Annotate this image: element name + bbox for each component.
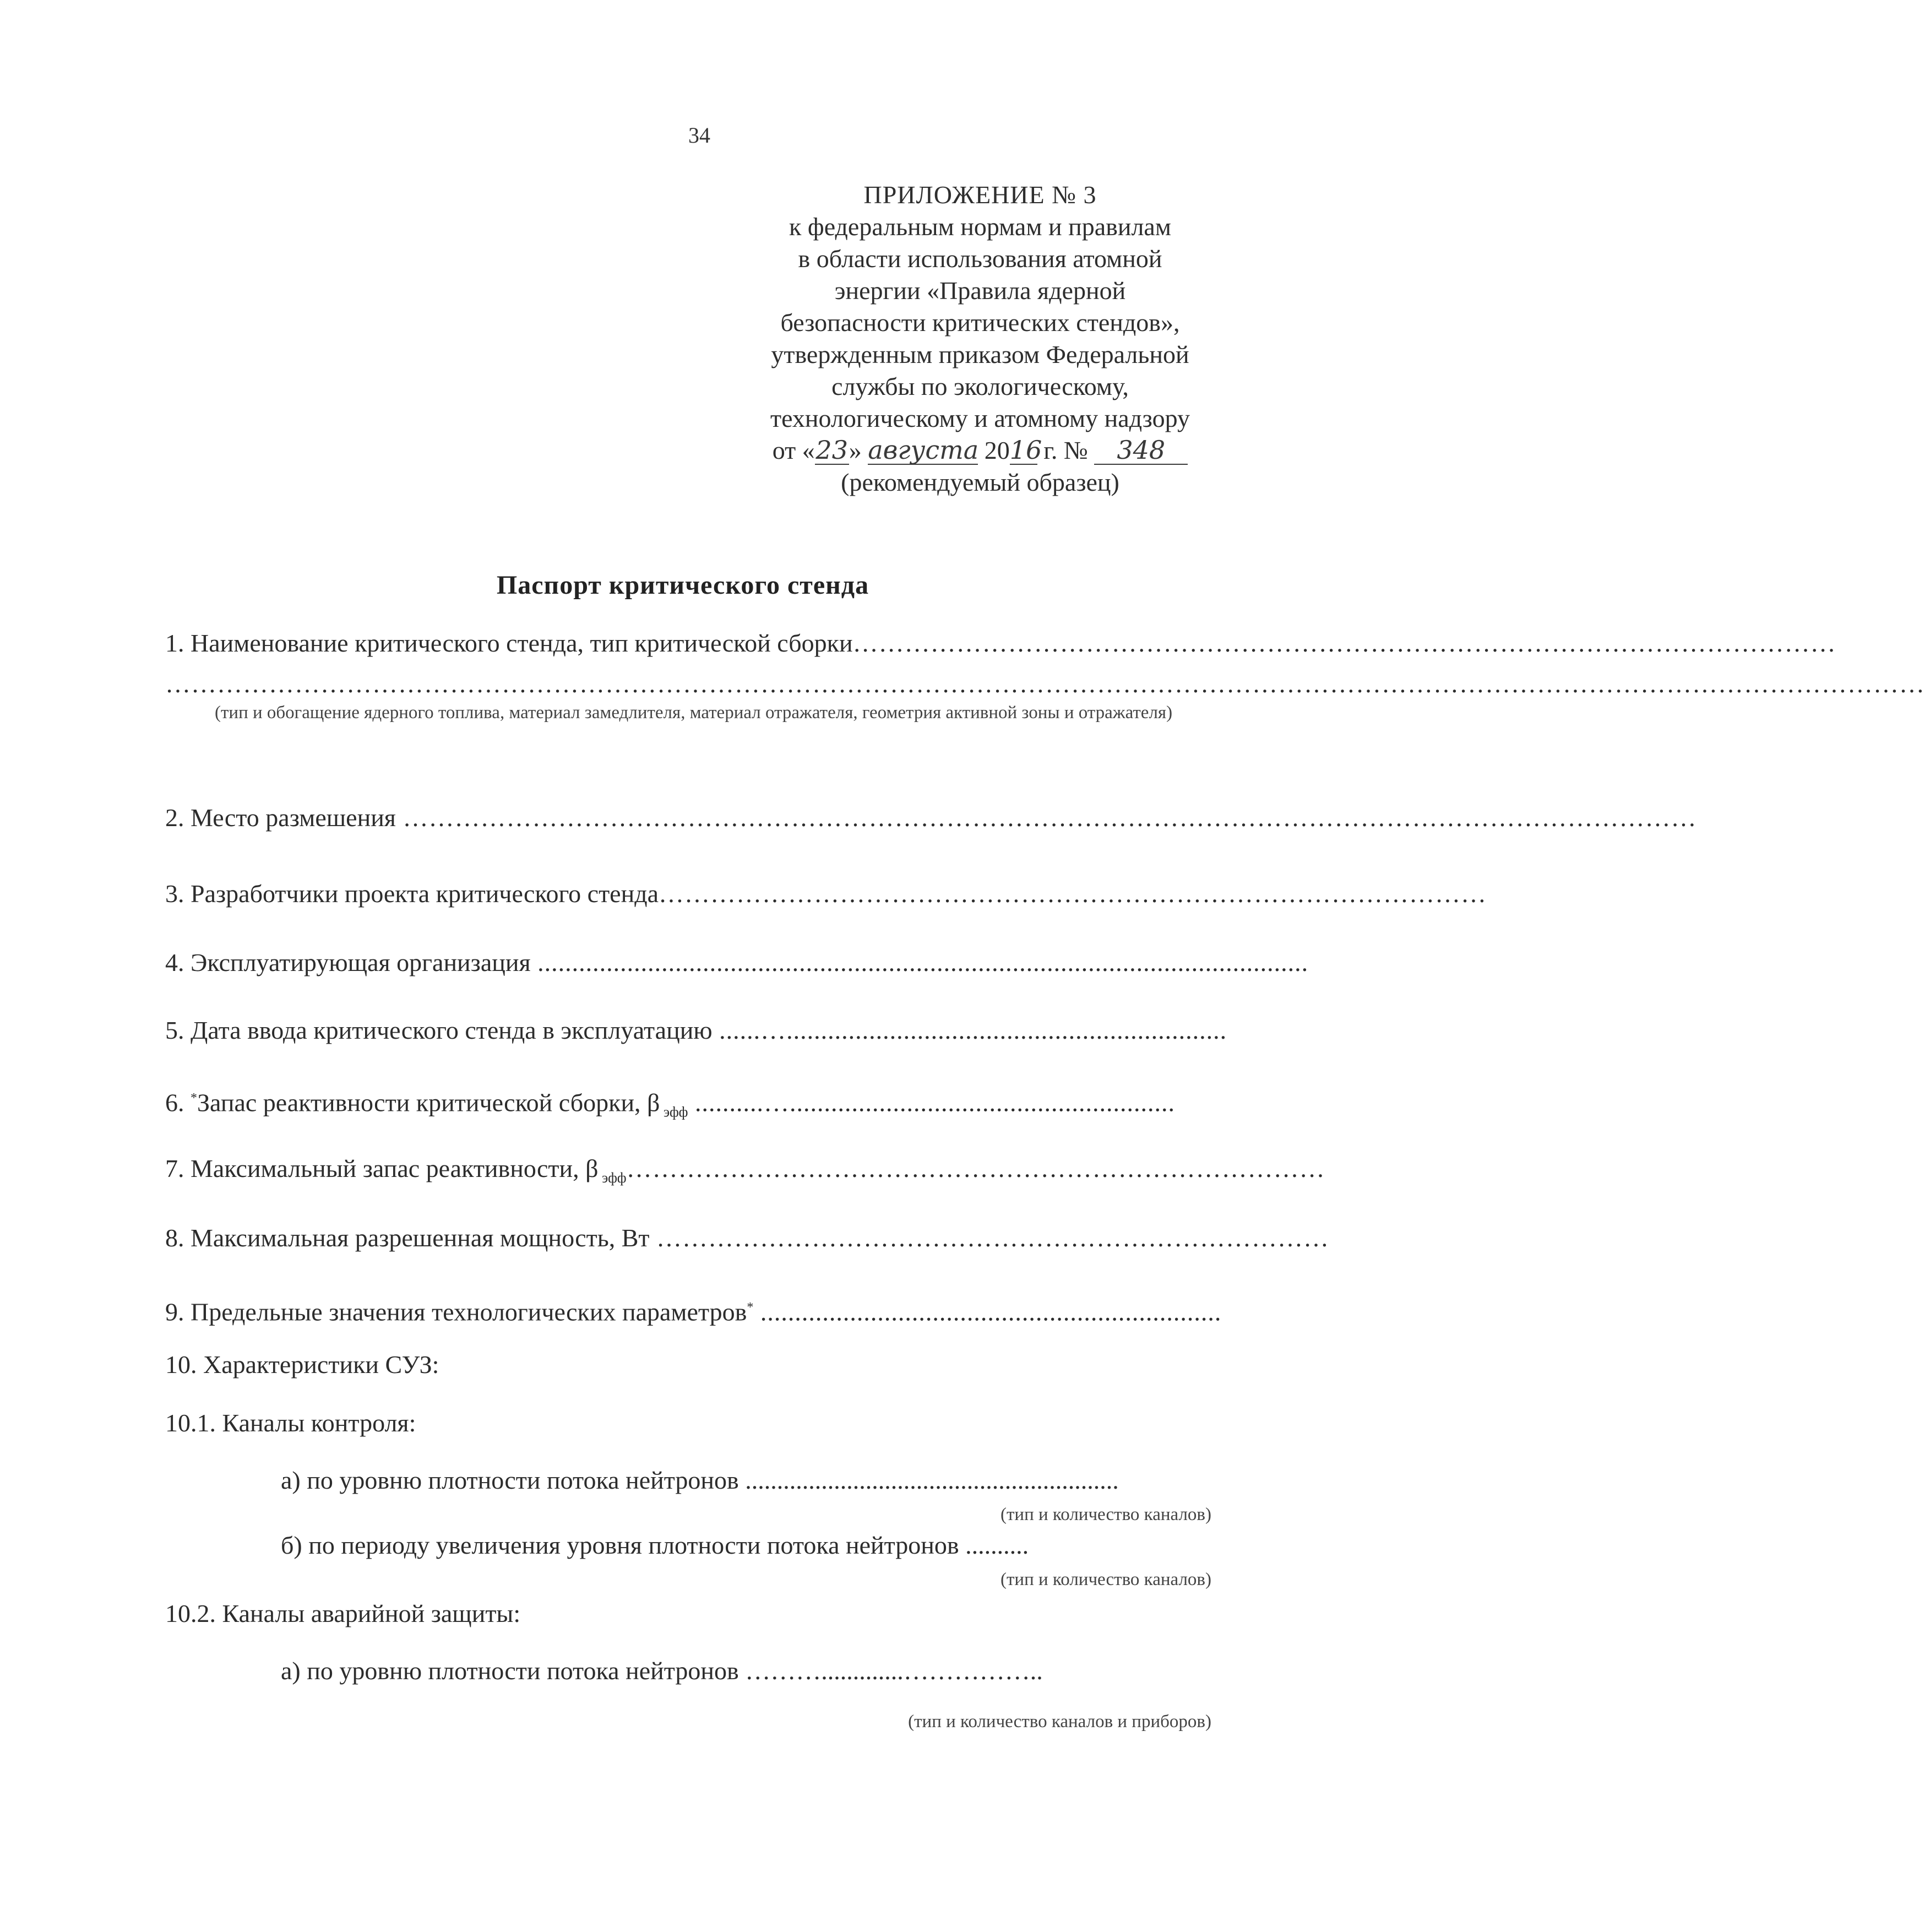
form-item-9 bbox=[165, 1292, 1222, 1327]
date-year-prefix: 20 bbox=[984, 436, 1010, 464]
item-number: 6. bbox=[165, 1088, 191, 1117]
beta-subscript: эфф bbox=[660, 1104, 688, 1120]
form-item-1 bbox=[165, 628, 1836, 659]
item-10-2-a-hint: (тип и количество каналов и приборов) bbox=[908, 1712, 1211, 1732]
form-item-10 bbox=[165, 1349, 1222, 1380]
item-label: 10. Характеристики СУЗ: bbox=[165, 1350, 439, 1379]
item-label: 5. Дата ввода критического стенда в эксплуатацию bbox=[165, 1016, 713, 1044]
date-quote-close: » bbox=[849, 436, 862, 464]
item-label: Запас реактивности критической сборки, β bbox=[197, 1088, 660, 1117]
item-label: 9. Предельные значения технологических параметров bbox=[165, 1298, 747, 1326]
date-year-label: г. № bbox=[1043, 436, 1088, 464]
item-10-1-a-hint: (тип и количество каналов) bbox=[1000, 1505, 1211, 1524]
date-prefix: от « bbox=[772, 436, 815, 464]
item-label: б) по периоду увеличения уровня плотности потока нейтронов bbox=[281, 1531, 959, 1559]
item-10-1-b-hint: (тип и количество каналов) bbox=[1000, 1570, 1211, 1589]
appendix-line: службы по экологическому, bbox=[831, 372, 1129, 400]
appendix-title: ПРИЛОЖЕНИЕ № 3 bbox=[863, 181, 1097, 209]
form-item-4 bbox=[165, 947, 1309, 978]
beta-subscript: эфф bbox=[598, 1170, 627, 1186]
fill-dots: ..........…........................................................ bbox=[688, 1088, 1176, 1117]
item-label: 8. Максимальная разрешенная мощность, Вт bbox=[165, 1224, 650, 1252]
item-1-hint: (тип и обогащение ядерного топлива, материал замедлителя, материал отражателя, геометрия активной зоны и отражателя) bbox=[215, 703, 1173, 723]
order-date-line bbox=[716, 435, 1244, 466]
form-item-5 bbox=[165, 1015, 1227, 1046]
handwritten-order-number: 348 bbox=[1094, 436, 1188, 465]
item-label: а) по уровню плотности потока нейтронов bbox=[281, 1657, 739, 1685]
item-label: 10.2. Каналы аварийной защиты: bbox=[165, 1599, 521, 1627]
fill-dots: .......... bbox=[959, 1531, 1029, 1559]
form-item-10-1 bbox=[165, 1408, 1222, 1439]
fill-dots: ……….............…………….. bbox=[738, 1657, 1043, 1685]
form-item-10-1-b bbox=[281, 1530, 1217, 1561]
item-label: 2. Место размешения bbox=[165, 804, 396, 832]
form-item-2 bbox=[165, 802, 1697, 833]
appendix-line: энергии «Правила ядерной bbox=[834, 276, 1126, 305]
fill-dots: ................................................................... bbox=[753, 1298, 1222, 1326]
handwritten-month: августа bbox=[868, 435, 979, 465]
form-item-10-2-a bbox=[281, 1656, 1217, 1686]
fill-dots: …………………………………………………………………………………………………… bbox=[852, 629, 1836, 657]
footnote-mark: * bbox=[191, 1091, 197, 1105]
fill-dots: …………………………………………………………………………………………………………………………………… bbox=[395, 804, 1697, 832]
handwritten-year: 16 bbox=[1009, 435, 1042, 465]
document-title: Паспорт критического стенда bbox=[496, 571, 869, 600]
appendix-line: утвержденным приказом Федеральной bbox=[771, 340, 1189, 368]
fill-dots: …………………………………………………………………… bbox=[649, 1224, 1330, 1252]
appendix-header bbox=[716, 179, 1244, 498]
form-item-3 bbox=[165, 878, 1487, 909]
form-item-6 bbox=[165, 1083, 1222, 1128]
page-number: 34 bbox=[688, 123, 710, 148]
appendix-line: безопасности критических стендов», bbox=[780, 308, 1180, 337]
item-label: 10.1. Каналы контроля: bbox=[165, 1409, 416, 1437]
item-label: а) по уровню плотности потока нейтронов bbox=[281, 1466, 739, 1494]
fill-dots: ................................................................................................................ bbox=[530, 948, 1309, 976]
fill-dots-line: …………………………………………………………………………………………………………………………………………………………………………………… bbox=[165, 670, 1925, 698]
form-item-7 bbox=[165, 1153, 1325, 1193]
appendix-note: (рекомендуемый образец) bbox=[841, 468, 1119, 496]
form-item-10-2 bbox=[165, 1598, 1222, 1629]
appendix-line: технологическому и атомному надзору bbox=[770, 404, 1190, 432]
appendix-line: в области использования атомной bbox=[798, 245, 1162, 273]
appendix-line: к федеральным нормам и правилам bbox=[789, 213, 1171, 241]
fill-dots: ......…................................................................ bbox=[712, 1016, 1227, 1044]
form-item-8 bbox=[165, 1223, 1330, 1253]
handwritten-day: 23 bbox=[815, 435, 848, 465]
item-label: 3. Разработчики проекта критического стенда bbox=[165, 880, 659, 908]
item-label: 1. Наименование критического стенда, тип критической сборки bbox=[165, 629, 853, 657]
fill-dots: ........................................................... bbox=[738, 1466, 1119, 1494]
item-label: 7. Максимальный запас реактивности, β bbox=[165, 1154, 599, 1182]
fill-dots: …………………………………………………………………………………… bbox=[659, 880, 1487, 908]
fill-dots: ……………………………………………………………………… bbox=[626, 1154, 1325, 1182]
form-item-10-1-a bbox=[281, 1465, 1217, 1496]
item-label: 4. Эксплуатирующая организация bbox=[165, 948, 531, 976]
footnote-mark: * bbox=[747, 1300, 754, 1315]
